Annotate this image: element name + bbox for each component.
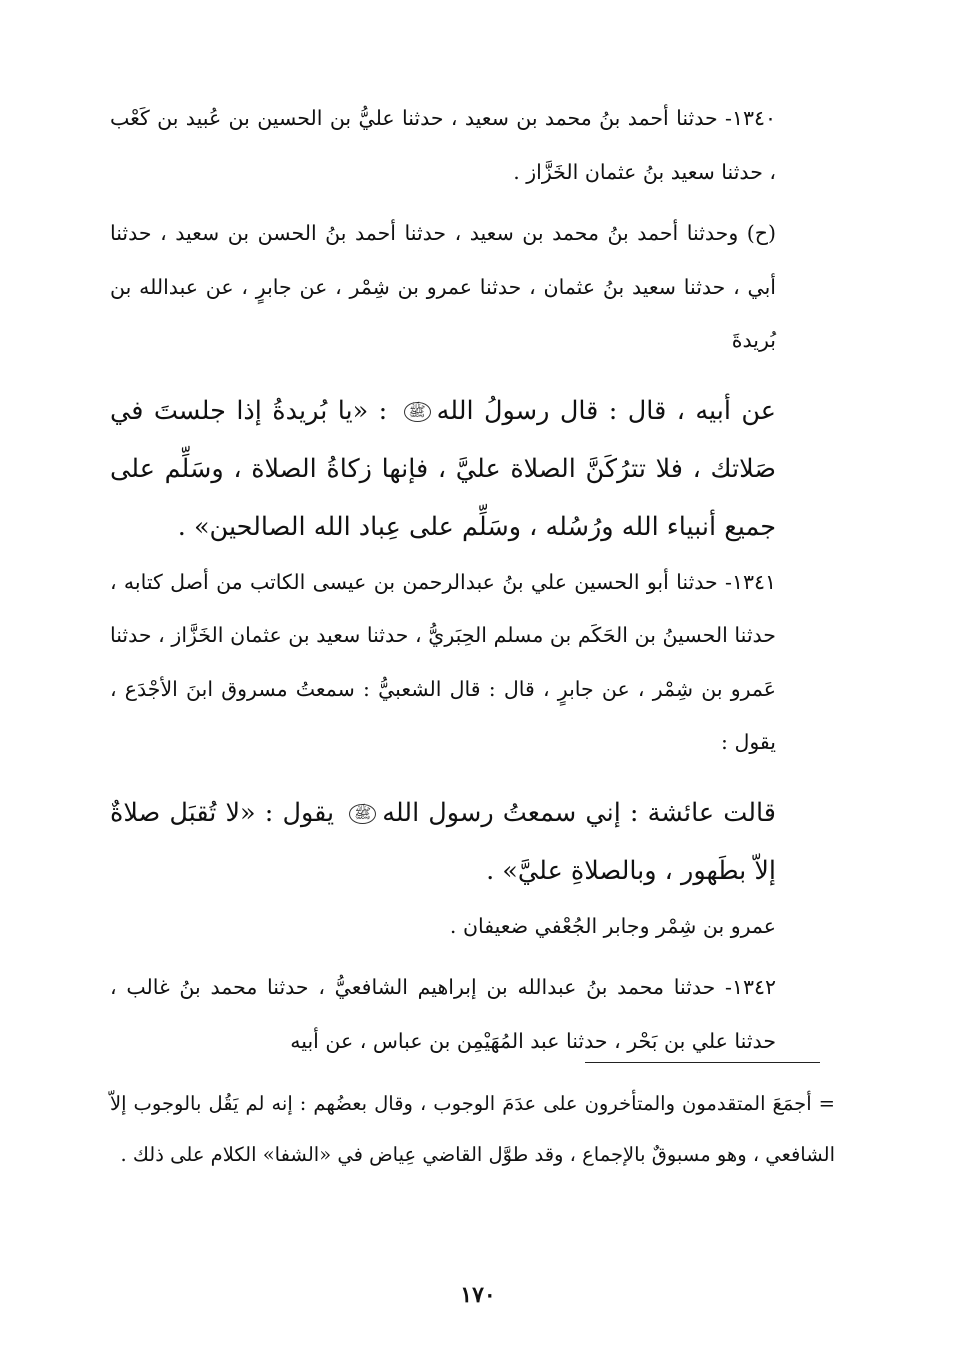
salutation-icon: ﷺ <box>349 804 376 824</box>
hadith-1340-chain-2-text: (ح) وحدثنا أحمد بنُ محمد بن سعيد ، حدثنا أحمد بنُ الحسن بن سعيد ، حدثنا أبي ، حدثنا سعيد بنُ عثمان ، حدثنا عمرو بن شِمْر ، عن جابرٍ ، عن عبدالله بن بُريدةَ <box>110 221 776 352</box>
hadith-1340-matn <box>110 382 820 556</box>
page-number: ١٧٠ <box>460 1282 496 1308</box>
hadith-1341-chain-text: ١٣٤١- حدثنا أبو الحسين علي بنُ عبدالرحمن بن عيسى الكاتب من أصل كتابه ، حدثنا الحسينُ بن الحَكَم بن مسلم الحِبَريُّ ، حدثنا سعيد بن عثمان الخَزَّاز ، حدثنا عَمرو بن شِمْر ، عن جابرٍ ، قال : قال الشعبيُّ : سمعتُ مسروق ابنَ الأجْدَع ، يقول : <box>110 569 776 754</box>
hadith-1341-matn <box>110 784 820 900</box>
hadith-1340-chain-1 <box>110 92 820 199</box>
hadith-1340-chain-1-text: ١٣٤٠- حدثنا أحمد بنُ محمد بن سعيد ، حدثنا عليُّ بن الحسين بن عُبيد بن كَعْب ، حدثنا سعيد بنُ عثمان الخَزَّاز . <box>110 106 776 184</box>
hadith-1340-matn-part-1: عن أبيه ، قال : قال رسولُ الله <box>436 395 776 426</box>
salutation-icon: ﷺ <box>404 402 431 422</box>
footnote <box>110 1078 835 1180</box>
footnote-text: = أجمَعَ المتقدمون والمتأخرون على عدَمَ الوجوب ، وقال بعضُهم : إنه لم يَقُل بالوجوب إلاّ الشافعي ، وهو مسبوقٌ بالإجماع ، وقد طوَّل القاضي عِياض في «الشفا» الكلام على ذلك . <box>110 1092 835 1166</box>
hadith-1342-chain-text: ١٣٤٢- حدثنا محمد بنُ عبدالله بن إبراهيم الشافعيُّ ، حدثنا محمد بنُ غالب ، حدثنا علي بن بَحْر ، حدثنا عبد المُهَيْمِن بن عباس ، عن أبيه <box>110 975 776 1053</box>
hadith-1341-chain <box>110 556 820 770</box>
footnote-divider <box>585 1062 820 1063</box>
main-text <box>110 92 820 1068</box>
hadith-1342-chain <box>110 961 820 1068</box>
hadith-1341-grading <box>110 900 820 954</box>
hadith-1341-matn-part-1: قالت عائشة : إني سمعتُ رسول الله <box>382 797 776 828</box>
hadith-1341-matn-part-2: يقول : «لا تُقبَل صلاةٌ إلاّ بطَهور ، وبالصلاةِ عليَّ» . <box>110 797 776 886</box>
hadith-1340-chain-2 <box>110 207 820 368</box>
hadith-1341-grading-text: عمرو بن شِمْر وجابر الجُعْفي ضعيفان . <box>449 913 776 938</box>
hadith-1340-matn-part-2: : «يا بُريدةُ إذا جلستَ في صَلاتك ، فلا تترُكَنَّ الصلاة عليَّ ، فإنها زكاةُ الصلاة ، وسَلِّم على جميع أنبياء الله ورُسُله ، وسَلِّم على عِباد الله الصالحين» . <box>110 395 776 542</box>
